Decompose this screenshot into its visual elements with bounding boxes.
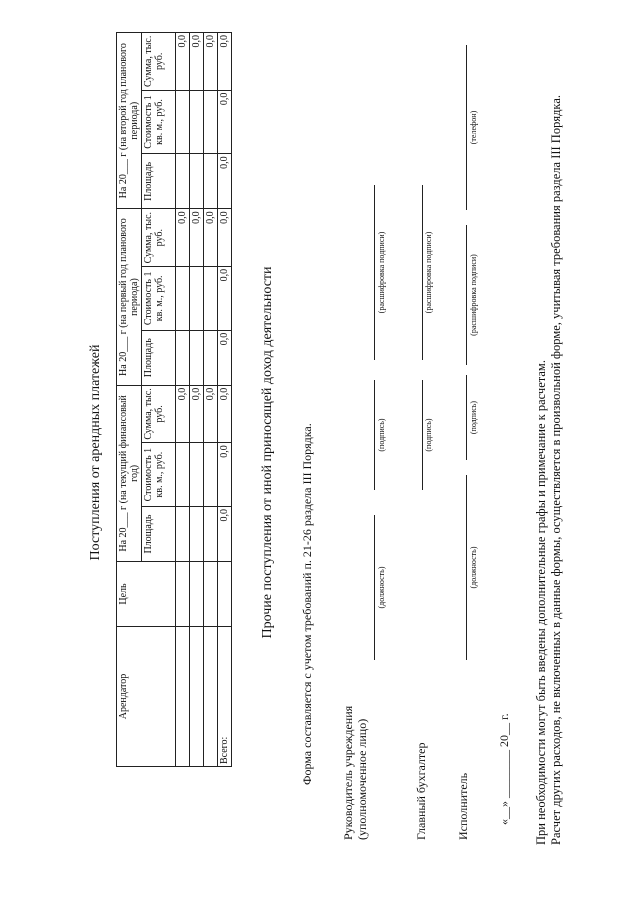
head-decoding-line [360, 185, 375, 360]
executor-position-caption: (должность) [469, 546, 478, 589]
head-signature-caption: (подпись) [377, 418, 386, 452]
row-sum-cell: 0,0 [204, 33, 218, 91]
header-period-first: На 20___ г (на первый год планового периода) [117, 209, 142, 385]
page-title: Поступления от арендных платежей [88, 344, 103, 561]
total-area: 0,0 [218, 507, 232, 562]
row-sum-cell: 0,0 [176, 33, 190, 91]
row-sum-cell: 0,0 [204, 385, 218, 442]
footnote-additional: При необходимости могут быть введены дополнительные графы и примечание к расчетам. [534, 360, 548, 845]
total-row [218, 33, 232, 767]
executor-position-line [452, 475, 467, 660]
accountant-decoding-line [408, 185, 423, 360]
total-price: 0,0 [218, 266, 232, 330]
header-period-second: На 20___ г (на второй год планового периода) [117, 33, 142, 209]
table-row [190, 33, 204, 767]
footnote-other-expenses: Расчет других расходов, не включенных в данные формы, осуществляется в произвольной форме, учитывая требования раздела III Порядка. [549, 95, 563, 845]
total-price: 0,0 [218, 443, 232, 507]
head-signature-line [360, 380, 375, 490]
total-area: 0,0 [218, 330, 232, 385]
total-sum: 0,0 [218, 385, 232, 442]
table-row [204, 33, 218, 767]
total-sum: 0,0 [218, 33, 232, 91]
executor-signature-line [452, 375, 467, 460]
head-decoding-caption: (расшифровка подписи) [377, 231, 386, 314]
header-purpose: Цель [117, 562, 176, 627]
row-sum-cell: 0,0 [190, 33, 204, 91]
head-position-caption: (должность) [377, 566, 386, 609]
accountant-signature-caption: (подпись) [424, 418, 433, 452]
executor-decoding-line [452, 225, 467, 365]
subheader-price: Стоимость 1 кв. м., руб. [142, 443, 176, 507]
row-sum-cell: 0,0 [176, 209, 190, 266]
subheader-area: Площадь [142, 330, 176, 385]
executor-signature-caption: (подпись) [469, 400, 478, 435]
row-sum-cell: 0,0 [176, 385, 190, 442]
total-price: 0,0 [218, 90, 232, 154]
accountant-decoding-caption: (расшифровка подписи) [424, 231, 433, 314]
executor-label: Исполнитель [456, 772, 470, 840]
executor-decoding-caption: (расшифровка подписи) [469, 254, 478, 336]
table-row [176, 33, 190, 767]
rent-payments-table [116, 32, 232, 767]
head-position-line [360, 515, 375, 660]
head-label: Руководитель учреждения (уполномоченное лицо) [341, 705, 369, 840]
date-line: «__» ________ 20__ г. [497, 713, 511, 825]
row-sum-cell: 0,0 [204, 209, 218, 266]
executor-phone-line [452, 45, 467, 210]
header-tenant: Арендатор [117, 627, 176, 767]
subheader-sum: Сумма, тыс. руб. [142, 33, 176, 91]
total-sum: 0,0 [218, 209, 232, 266]
subheader-price: Стоимость 1 кв. м., руб. [142, 266, 176, 330]
form-note: Форма составляется с учетом требований п. 21-26 раздела III Порядка. [300, 423, 314, 785]
header-period-current: На 20___ г (на текущий финансовый год) [117, 385, 142, 561]
subheader-price: Стоимость 1 кв. м., руб. [142, 90, 176, 154]
subheader-sum: Сумма, тыс. руб. [142, 385, 176, 442]
subheader-area: Площадь [142, 507, 176, 562]
total-area: 0,0 [218, 154, 232, 209]
subheader-area: Площадь [142, 154, 176, 209]
total-label: Всего: [218, 627, 232, 767]
section-subtitle: Прочие поступления от иной приносящей доход деятельности [260, 266, 275, 639]
accountant-label: Главный бухгалтер [414, 742, 428, 840]
row-sum-cell: 0,0 [190, 385, 204, 442]
executor-phone-caption: (телефон) [469, 110, 478, 145]
accountant-signature-line [408, 380, 423, 490]
subheader-sum: Сумма, тыс. руб. [142, 209, 176, 266]
row-sum-cell: 0,0 [190, 209, 204, 266]
